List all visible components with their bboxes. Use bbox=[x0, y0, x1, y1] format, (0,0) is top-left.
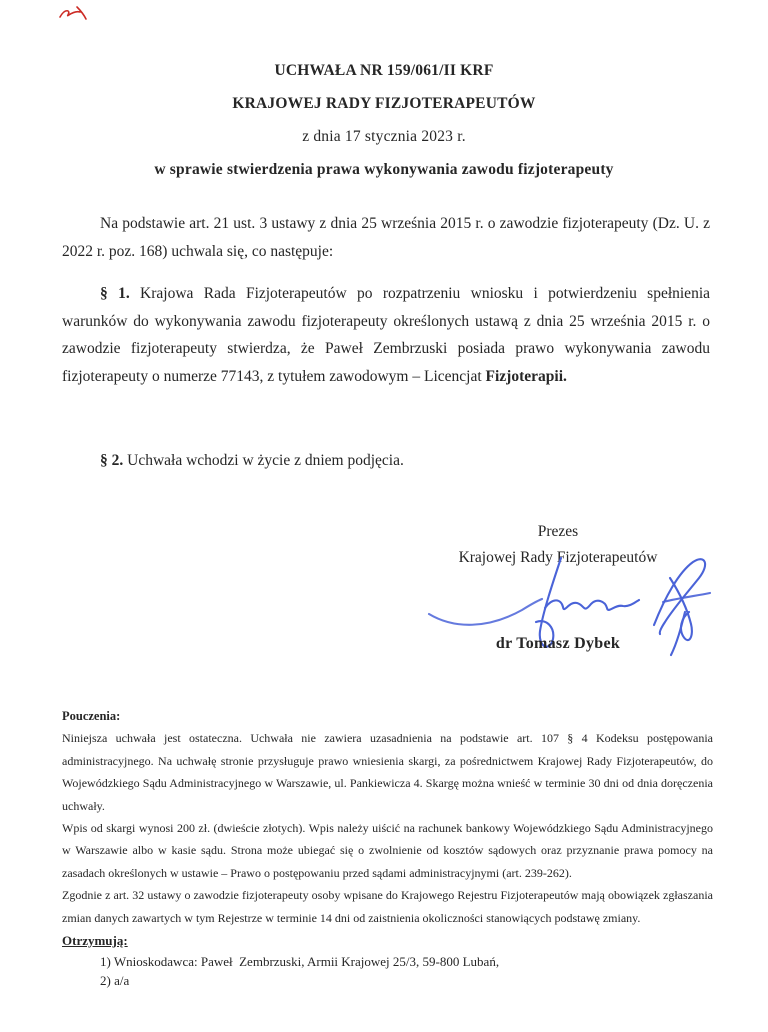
paragraph-1 bbox=[62, 280, 710, 390]
resolution-number: UCHWAŁA NR 159/061/II KRF bbox=[274, 62, 494, 79]
resolution-date: z dnia 17 stycznia 2023 r. bbox=[302, 128, 466, 145]
notice-paragraph-1: Niniejsza uchwała jest ostateczna. Uchwała nie zawiera uzasadnienia na podstawie art. 107 § 4 Kodeksu postępowania administracyjnego. Na uchwałę stronie przysługuje prawo wniesienia skargi, za pośrednictwem Krajowej Rady Fizjoterapeutów, do Wojewódzkiego Sądu Administracyjnego w Warszawie, ul. Pankiewicza 4. Skargę można wnieść w terminie 30 dni od dnia doręczenia uchwały. bbox=[62, 731, 713, 813]
recipients-heading: Otrzymują: bbox=[62, 933, 128, 949]
recipient-item-1: 1) Wnioskodawca: Paweł Zembrzuski, Armii Krajowej 25/3, 59-800 Lubań, bbox=[100, 954, 500, 970]
notice-paragraph-3: Zgodnie z art. 32 ustawy o zawodzie fizjoterapeuty osoby wpisane do Krajowego Rejestru Fizjoterapeutów mają obowiązek zgłaszania zmian danych zawartych w tym Rejestrze w terminie 14 dni od zaistnienia okoliczności stanowiących podstawę zmiany. bbox=[62, 888, 713, 925]
paragraph-2-label: § 2. bbox=[100, 452, 124, 469]
recipient-item-2: 2) a/a bbox=[100, 972, 130, 988]
document-header bbox=[0, 62, 768, 194]
red-stamp-mark-icon bbox=[58, 3, 90, 23]
paragraph-2-text: Uchwała wchodzi w życie z dniem podjęcia. bbox=[123, 452, 404, 469]
paragraph-1-bold-tail: Fizjoterapii. bbox=[485, 367, 567, 385]
signer-role-line2: Krajowej Rady Fizjoterapeutów bbox=[458, 548, 658, 566]
notices-heading: Pouczenia: bbox=[62, 709, 121, 723]
intro-paragraph bbox=[62, 210, 710, 265]
notice-paragraph-2: Wpis od skargi wynosi 200 zł. (dwieście złotych). Wpis należy uiścić na rachunek bankowy Wojewódzkiego Sądu Administracyjnego w Warszawie albo w kasie sądu. Strona może ubiegać się o zwolnienie od kosztów sądowych oraz przyznanie prawa pomocy na zasadach określonych w ustawie – Prawo o postępowaniu przed sądami administracyjnymi (art. 239-262). bbox=[62, 821, 713, 880]
signer-name: dr Tomasz Dybek bbox=[495, 635, 621, 652]
notices-section bbox=[62, 705, 713, 990]
intro-text: Na podstawie art. 21 ust. 3 ustawy z dnia 25 września 2015 r. o zawodzie fizjoterapeuty (Dz. U. z 2022 r. poz. 168) uchwala się, co następuje: bbox=[62, 215, 710, 260]
signer-role-line1: Prezes bbox=[537, 523, 579, 540]
paragraph-1-label: § 1. bbox=[100, 285, 130, 302]
council-name: KRAJOWEJ RADY FIZJOTERAPEUTÓW bbox=[232, 95, 536, 112]
recipients-list bbox=[100, 953, 713, 990]
paragraph-1-text: Krajowa Rada Fizjoterapeutów po rozpatrzeniu wniosku i potwierdzeniu spełnienia warunków do wykonywania zawodu fizjoterapeuty określonych ustawą z dnia 25 września 2015 r. o zawodzie fizjoterapeuty stwierdza, że Paweł Zembrzuski posiada prawo wykonywania zawodu fizjoterapeuty o numerze 77143, z tytułem zawodowym – Licencjat bbox=[62, 285, 710, 385]
resolution-subject: w sprawie stwierdzenia prawa wykonywania zawodu fizjoterapeuty bbox=[154, 161, 614, 178]
paragraph-2 bbox=[62, 447, 710, 475]
